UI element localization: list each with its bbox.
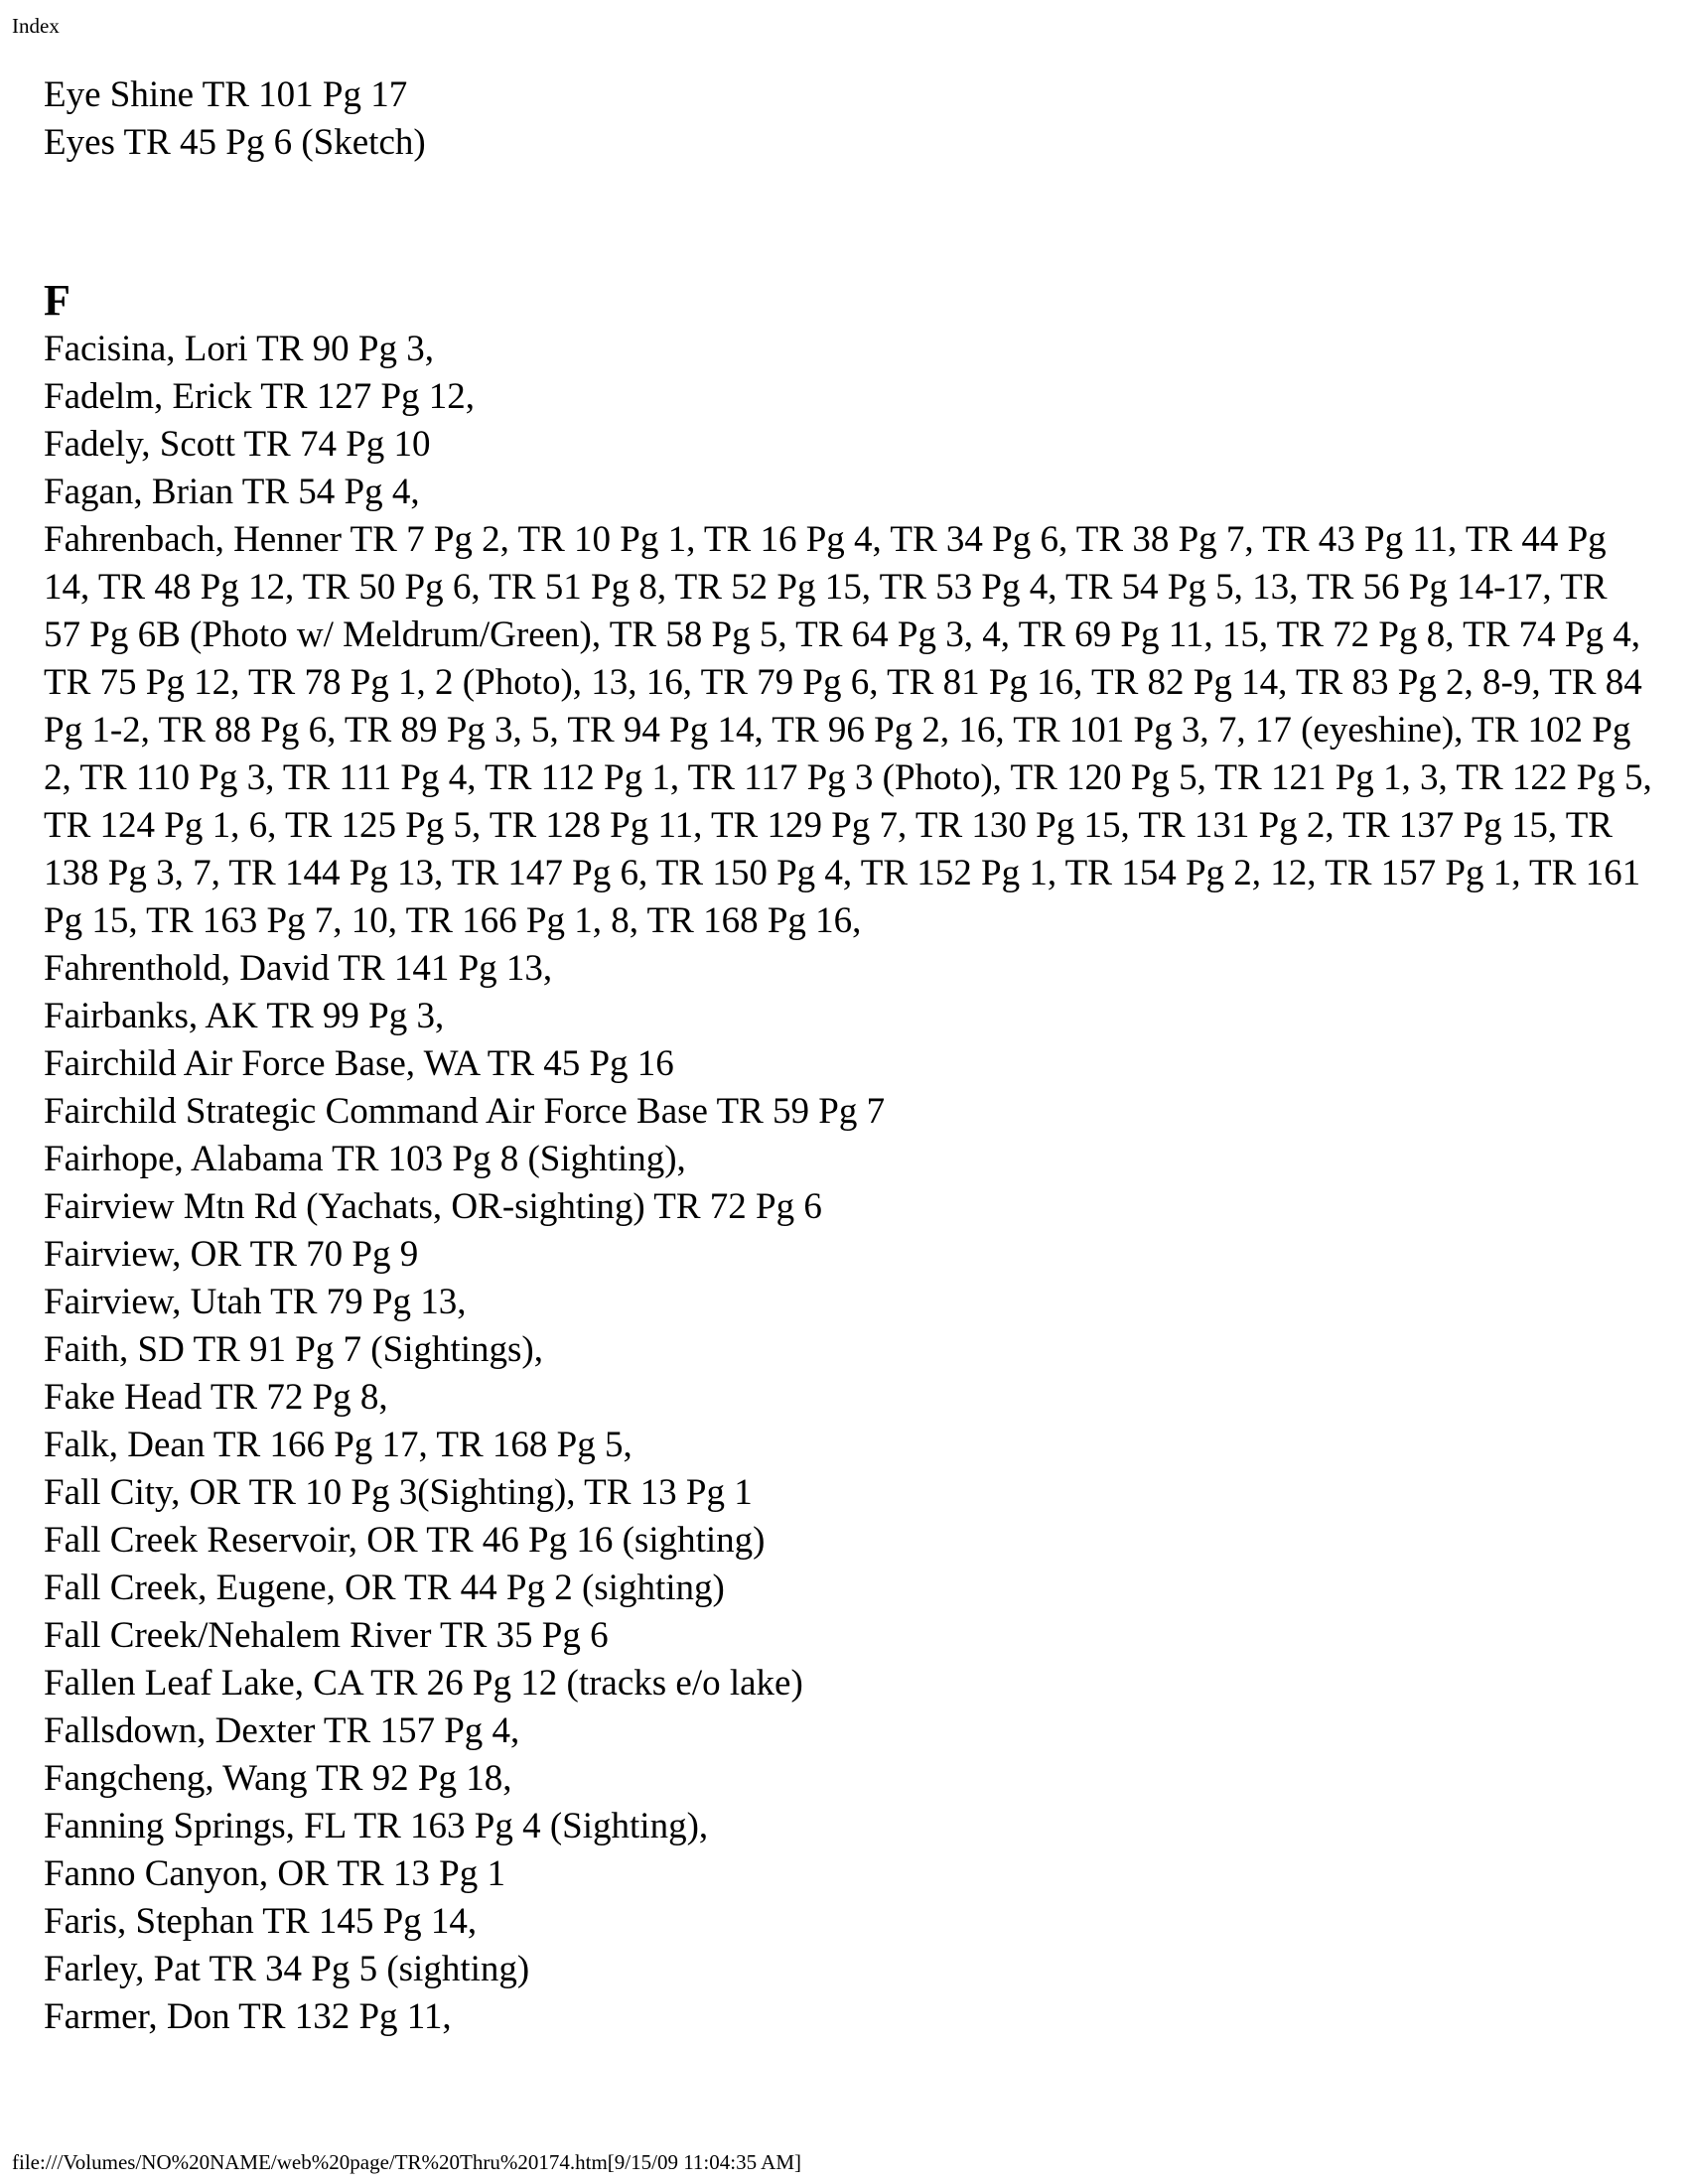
index-entry: Fall City, OR TR 10 Pg 3(Sighting), TR 13 Pg 1	[44, 1472, 753, 1513]
index-entry: Fallsdown, Dexter TR 157 Pg 4,	[44, 1710, 520, 1751]
index-entry: Fahrenbach, Henner TR 7 Pg 2, TR 10 Pg 1, TR 16 Pg 4, TR 34 Pg 6, TR 38 Pg 7, TR 43 Pg 11, TR 44 Pg 14, TR 48 Pg 12, TR 50 Pg 6, TR 51 Pg 8, TR 52 Pg 15, TR 53 Pg 4, TR 54 Pg 5, 13, TR 56 Pg 14-17, TR 57 Pg 6B (Photo w/ Meldrum/Green), TR 58 Pg 5, TR 64 Pg 3, 4, TR 69 Pg 11, 15, TR 72 Pg 8, TR 74 Pg 4, TR 75 Pg 12, TR 78 Pg 1, 2 (Photo), 13, 16, TR 79 Pg 6, TR 81 Pg 16, TR 82 Pg 14, TR 83 Pg 2, 8-9, TR 84 Pg 1-2, TR 88 Pg 6, TR 89 Pg 3, 5, TR 94 Pg 14, TR 96 Pg 2, 16, TR 101 Pg 3, 7, 17 (eyeshine), TR 102 Pg 2, TR 110 Pg 3, TR 111 Pg 4, TR 112 Pg 1, TR 117 Pg 3 (Photo), TR 120 Pg 5, TR 121 Pg 1, 3, TR 122 Pg 5, TR 124 Pg 1, 6, TR 125 Pg 5, TR 128 Pg 11, TR 129 Pg 7, TR 130 Pg 15, TR 131 Pg 2, TR 137 Pg 15, TR 138 Pg 3, 7, TR 144 Pg 13, TR 147 Pg 6, TR 150 Pg 4, TR 152 Pg 1, TR 154 Pg 2, 12, TR 157 Pg 1, TR 161 Pg 15, TR 163 Pg 7, 10, TR 166 Pg 1, 8, TR 168 Pg 16,	[44, 519, 1652, 941]
index-content	[44, 71, 1652, 2041]
index-entry: Fall Creek/Nehalem River TR 35 Pg 6	[44, 1615, 609, 1656]
section-letter-heading: F	[44, 276, 70, 325]
index-entry: Fall Creek Reservoir, OR TR 46 Pg 16 (sighting)	[44, 1520, 766, 1561]
index-entry: Eye Shine TR 101 Pg 17	[44, 74, 408, 115]
index-entry: Fairview, OR TR 70 Pg 9	[44, 1234, 419, 1275]
page-footer-url: file:///Volumes/NO%20NAME/web%20page/TR%20Thru%20174.htm[9/15/09 11:04:35 AM]	[12, 2150, 802, 2174]
index-entry: Fadelm, Erick TR 127 Pg 12,	[44, 376, 476, 417]
index-entry: Fall Creek, Eugene, OR TR 44 Pg 2 (sighting)	[44, 1568, 725, 1608]
page-header-title: Index	[12, 14, 60, 38]
index-entry: Fagan, Brian TR 54 Pg 4,	[44, 472, 420, 512]
index-entry: Fanno Canyon, OR TR 13 Pg 1	[44, 1853, 505, 1894]
index-entry: Fadely, Scott TR 74 Pg 10	[44, 424, 431, 465]
index-entry: Facisina, Lori TR 90 Pg 3,	[44, 329, 434, 369]
index-entry: Fallen Leaf Lake, CA TR 26 Pg 12 (tracks e/o lake)	[44, 1663, 803, 1704]
index-entry: Fangcheng, Wang TR 92 Pg 18,	[44, 1758, 512, 1799]
index-entry: Faris, Stephan TR 145 Pg 14,	[44, 1901, 478, 1942]
index-entry: Fairchild Strategic Command Air Force Base TR 59 Pg 7	[44, 1091, 886, 1132]
index-entry: Eyes TR 45 Pg 6 (Sketch)	[44, 122, 426, 163]
index-entry: Farmer, Don TR 132 Pg 11,	[44, 1996, 452, 2037]
section-f	[44, 276, 1652, 2041]
index-entry: Fanning Springs, FL TR 163 Pg 4 (Sighting),	[44, 1806, 709, 1846]
index-entry: Fahrenthold, David TR 141 Pg 13,	[44, 948, 553, 989]
index-entry: Fairview Mtn Rd (Yachats, OR-sighting) TR 72 Pg 6	[44, 1186, 822, 1227]
index-entry: Fairhope, Alabama TR 103 Pg 8 (Sighting),	[44, 1139, 686, 1179]
index-entry: Fairchild Air Force Base, WA TR 45 Pg 16	[44, 1043, 674, 1084]
preceding-entries	[44, 71, 1652, 167]
index-entry: Fairbanks, AK TR 99 Pg 3,	[44, 996, 445, 1036]
index-entry: Faith, SD TR 91 Pg 7 (Sightings),	[44, 1329, 544, 1370]
index-entry: Fake Head TR 72 Pg 8,	[44, 1377, 388, 1418]
index-entry: Falk, Dean TR 166 Pg 17, TR 168 Pg 5,	[44, 1425, 633, 1465]
index-entry: Fairview, Utah TR 79 Pg 13,	[44, 1282, 467, 1322]
index-entry: Farley, Pat TR 34 Pg 5 (sighting)	[44, 1949, 530, 1989]
